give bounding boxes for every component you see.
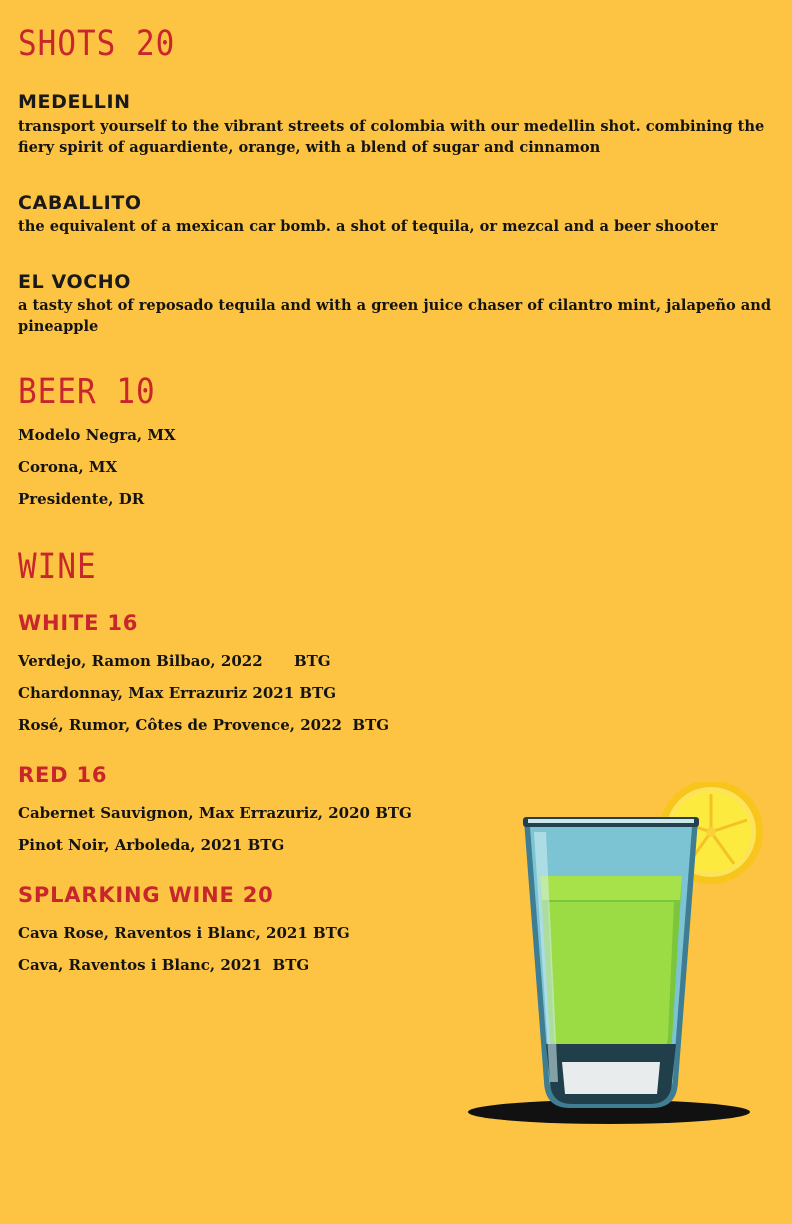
shot-name-medellin: MEDELLIN xyxy=(18,91,131,113)
shot-glass-with-lemon-icon xyxy=(466,782,766,1127)
shot-name-caballito: CABALLITO xyxy=(18,192,142,214)
beer-item: Corona, MX xyxy=(18,458,118,476)
white-wine-item: Verdejo, Ramon Bilbao, 2022 BTG xyxy=(18,652,331,670)
red-wine-item: Pinot Noir, Arboleda, 2021 BTG xyxy=(18,836,285,854)
beer-item: Modelo Negra, MX xyxy=(18,426,176,444)
sparkling-wine-item: Cava, Raventos i Blanc, 2021 BTG xyxy=(18,956,310,974)
beer-item: Presidente, DR xyxy=(18,490,145,508)
shot-name-el-vocho: EL VOCHO xyxy=(18,271,132,293)
red-wine-title: RED 16 xyxy=(18,763,108,787)
shots-title: SHOTS 20 xyxy=(18,23,176,64)
shot-desc-medellin: transport yourself to the vibrant streets of colombia with our medellin shot. combining the fiery spirit of aguardiente, orange, with a blend of sugar and cinnamon xyxy=(18,118,765,156)
shot-desc-caballito: the equivalent of a mexican car bomb. a shot of tequila, or mezcal and a beer shooter xyxy=(18,218,718,235)
white-wine-title: WHITE 16 xyxy=(18,611,139,635)
wine-title: WINE xyxy=(18,546,97,587)
red-wine-item: Cabernet Sauvignon, Max Errazuriz, 2020 BTG xyxy=(18,804,412,822)
white-wine-item: Chardonnay, Max Errazuriz 2021 BTG xyxy=(18,684,337,702)
white-wine-item: Rosé, Rumor, Côtes de Provence, 2022 BTG xyxy=(18,716,390,734)
sparkling-wine-item: Cava Rose, Raventos i Blanc, 2021 BTG xyxy=(18,924,350,942)
shot-desc-el-vocho: a tasty shot of reposado tequila and with a green juice chaser of cilantro mint, jalapeño and pineapple xyxy=(18,297,772,335)
sparkling-wine-title: SPLARKING WINE 20 xyxy=(18,883,274,907)
beer-title: BEER 10 xyxy=(18,371,156,412)
